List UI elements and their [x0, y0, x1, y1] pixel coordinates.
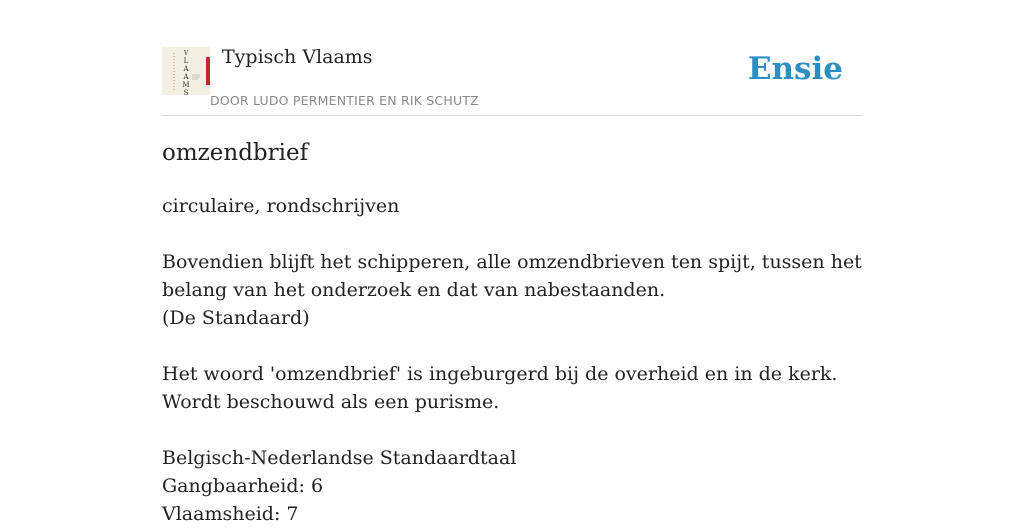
avatar-letter-4: A [183, 73, 189, 81]
entry-body [162, 192, 862, 528]
entry-gangbaarheid: Gangbaarheid: 6 [162, 475, 324, 497]
blog-title-link[interactable]: Typisch Vlaams [222, 46, 373, 68]
book-cover-icon [162, 47, 210, 95]
avatar-letter-6: S [183, 89, 189, 97]
spacer [162, 332, 862, 360]
spacer [162, 220, 862, 248]
entry-vlaamsheid: Vlaamsheid: 7 [162, 503, 299, 525]
author-byline: DOOR LUDO PERMENTIER EN RIK SCHUTZ [210, 93, 479, 108]
entry-example-source: (De Standaard) [162, 307, 310, 329]
entry-title: omzendbrief [162, 140, 309, 166]
avatar-letter-5: M [182, 81, 190, 89]
page [162, 0, 862, 525]
spacer [162, 416, 862, 444]
ensie-logo-link[interactable]: Ensie [747, 51, 843, 87]
entry-note: Het woord 'omzendbrief' is ingeburgerd bij de overheid en in de kerk. Wordt beschouwd als een purisme. [162, 363, 838, 413]
avatar-letter-1: V [183, 50, 189, 57]
entry-category: Belgisch-Nederlandse Standaardtaal [162, 447, 517, 469]
entry-example: Bovendien blijft het schipperen, alle omzendbrieven ten spijt, tussen het belang van het onderzoek en dat van nabestaanden. [162, 251, 862, 301]
avatar[interactable] [162, 47, 210, 95]
avatar-letter-2: L [183, 57, 189, 65]
entry-definition: circulaire, rondschrijven [162, 195, 400, 217]
header [162, 0, 862, 116]
avatar-letter-3: A [183, 65, 189, 73]
